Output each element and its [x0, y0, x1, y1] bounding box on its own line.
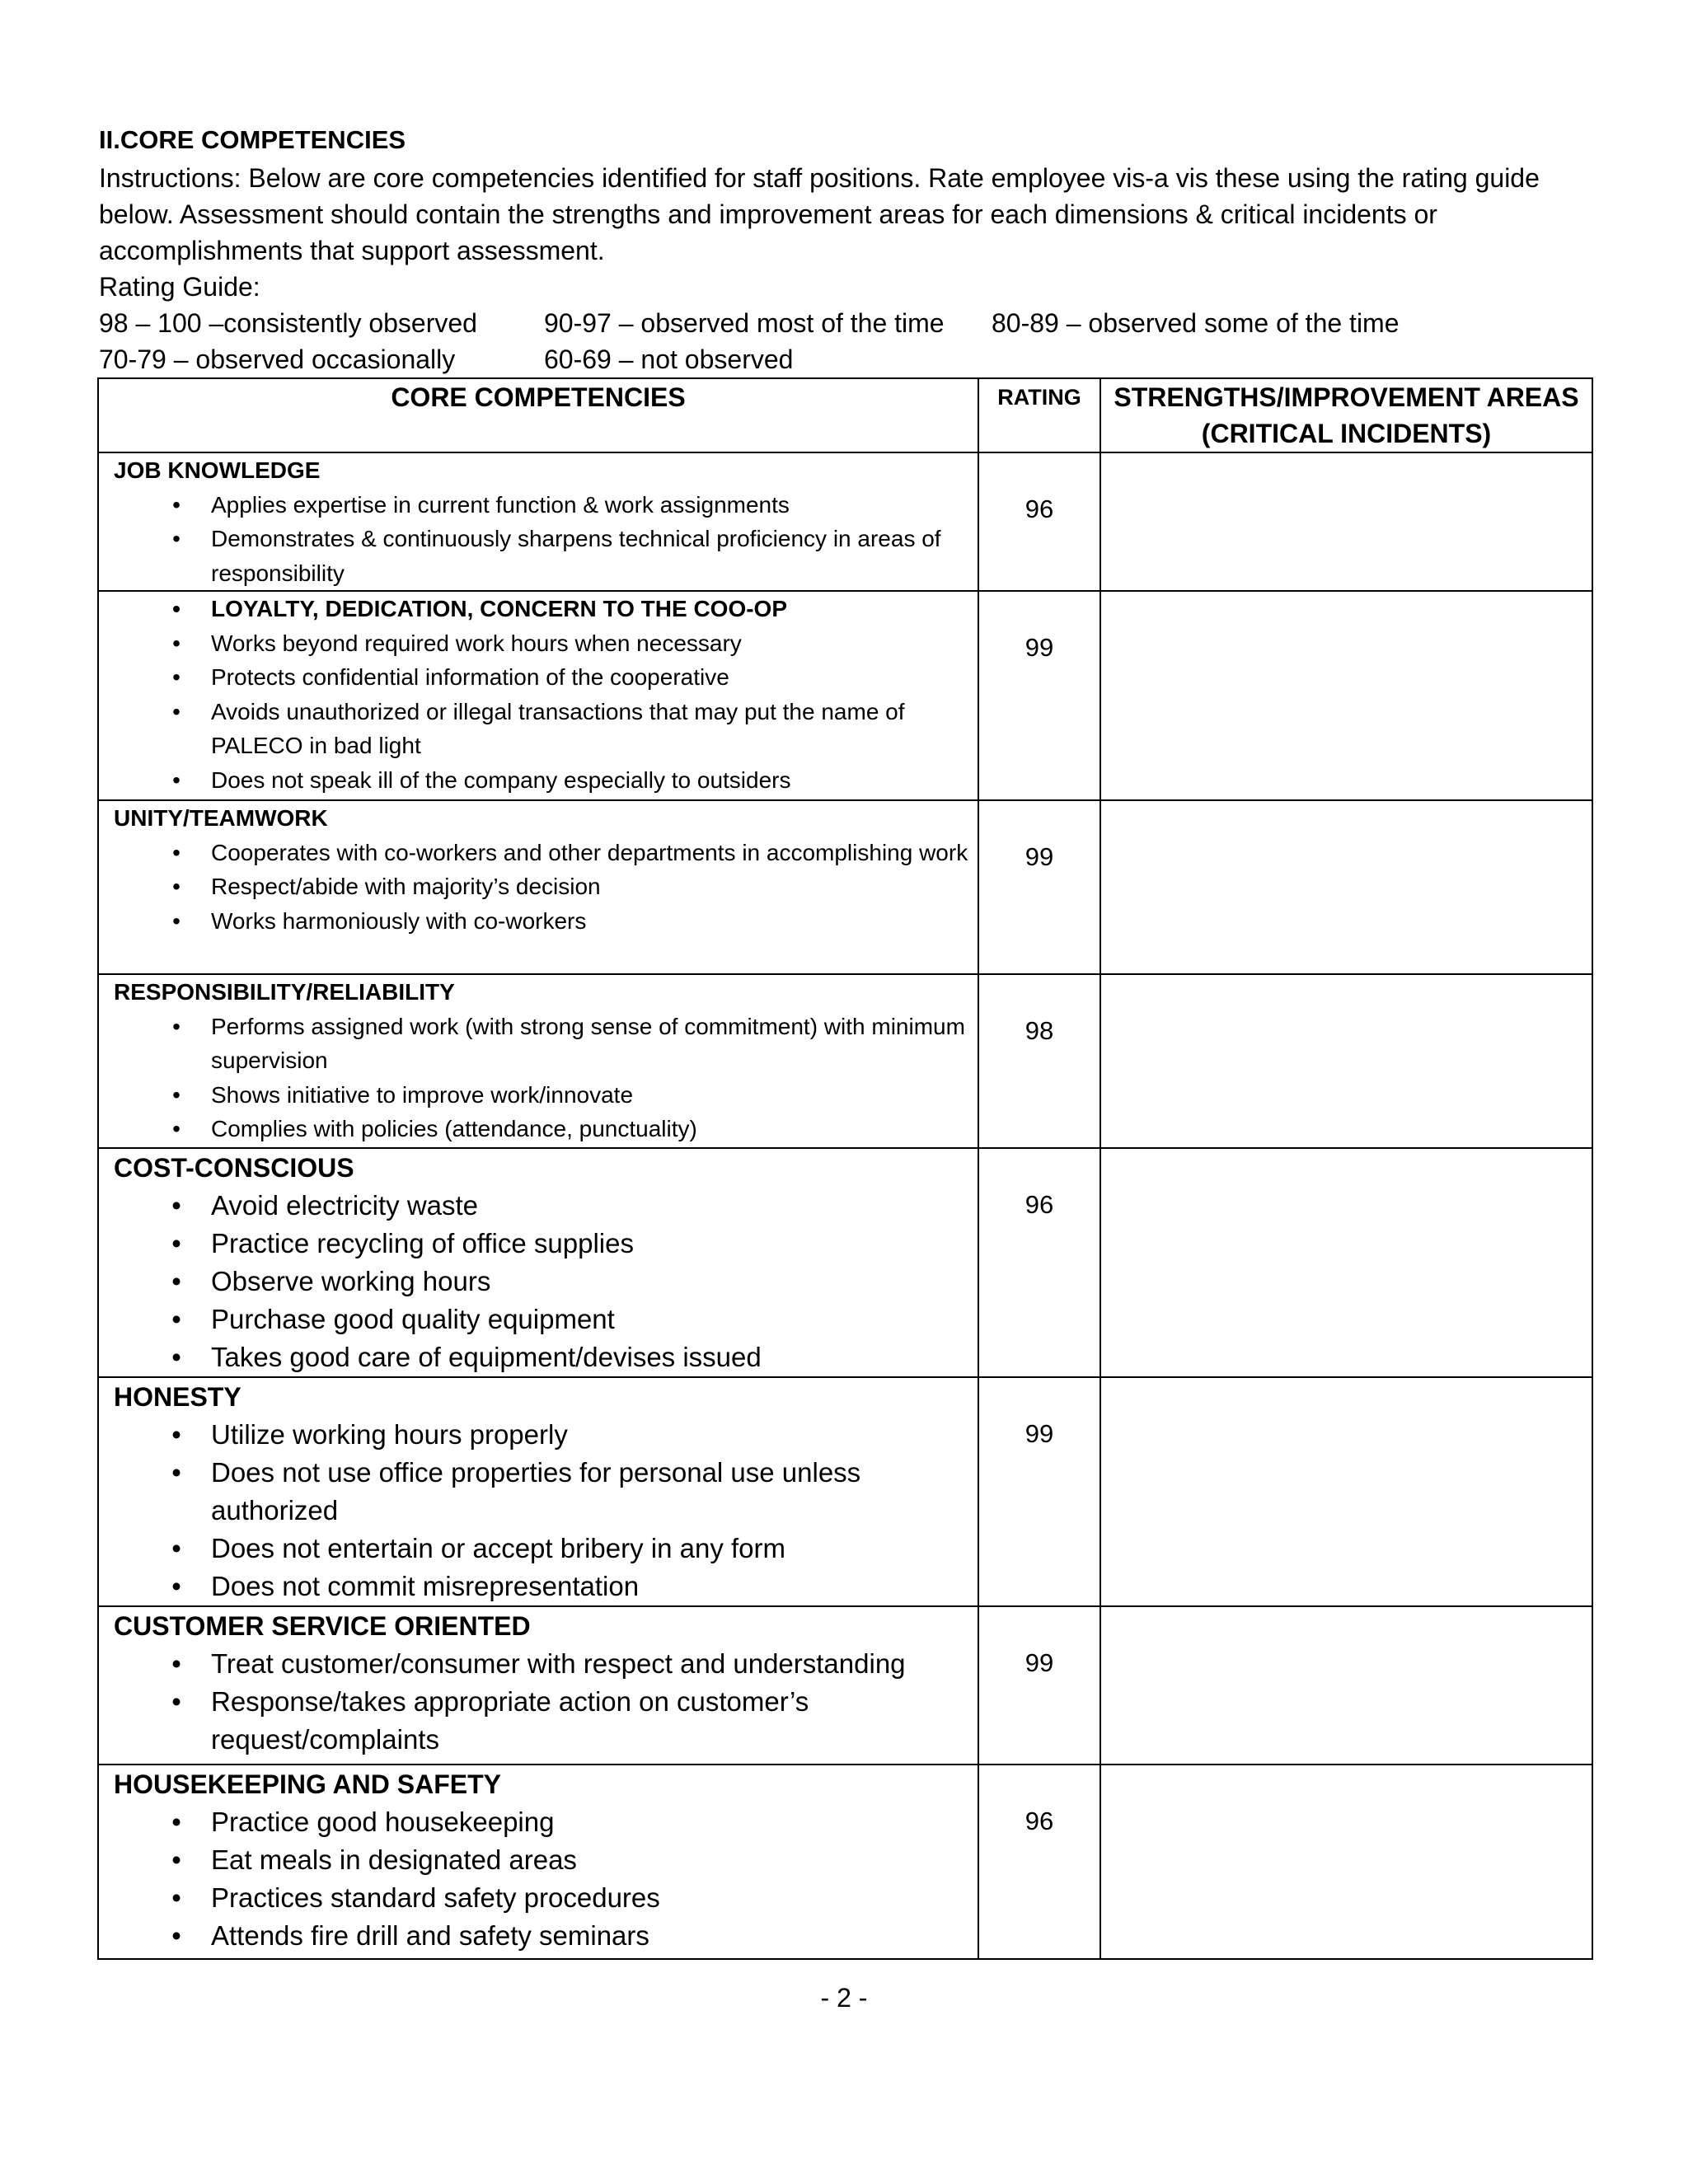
- bullet-icon: •: [171, 1342, 181, 1372]
- competency-item: [99, 869, 978, 904]
- competency-list: [99, 1187, 978, 1376]
- rating-guide-item: 60-69 – not observed: [544, 344, 794, 374]
- strengths-cell: [1100, 1377, 1592, 1606]
- competency-category: [99, 592, 978, 626]
- bullet-icon: •: [171, 1457, 181, 1488]
- header-rating: RATING: [978, 378, 1100, 452]
- bullet-icon: •: [171, 1882, 181, 1913]
- section-title: II.CORE COMPETENCIES: [99, 125, 406, 154]
- competency-item-text: Protects confidential information of the cooperative: [211, 664, 729, 690]
- competency-item: [99, 763, 978, 798]
- competency-cell: [98, 1606, 978, 1765]
- competency-cell: [98, 1148, 978, 1377]
- competency-item: [99, 1879, 978, 1917]
- rating-guide-label: Rating Guide:: [99, 272, 260, 302]
- bullet-icon: •: [172, 766, 181, 793]
- rating-value: 98: [978, 974, 1100, 1148]
- competency-category: CUSTOMER SERVICE ORIENTED: [114, 1611, 531, 1641]
- strengths-cell: [1100, 974, 1592, 1148]
- header-strengths-line2: (CRITICAL INCIDENTS): [1201, 419, 1492, 448]
- competency-list: [99, 836, 978, 939]
- competency-cell: [98, 1765, 978, 1959]
- competency-list: [99, 1803, 978, 1955]
- competency-item-text: Respect/abide with majority’s decision: [211, 874, 601, 899]
- competency-item-text: Response/takes appropriate action on customer’s request/complaints: [211, 1686, 809, 1755]
- bullet-icon: •: [171, 1844, 181, 1875]
- competency-item: [99, 1841, 978, 1879]
- competency-item: [99, 488, 978, 523]
- bullet-icon: •: [171, 1533, 181, 1563]
- competency-item-text: Complies with policies (attendance, punctuality): [211, 1116, 697, 1141]
- bullet-icon: •: [171, 1304, 181, 1334]
- bullet-icon: •: [172, 874, 181, 899]
- competency-item: [99, 1263, 978, 1301]
- competency-item-text: Avoids unauthorized or illegal transactions that may put the name of PALECO in bad light: [211, 698, 905, 758]
- competency-item: [99, 1010, 978, 1078]
- bullet-icon: •: [172, 1081, 181, 1108]
- bullet-icon: •: [172, 630, 181, 656]
- category-label: LOYALTY, DEDICATION, CONCERN TO THE COO-OP: [211, 596, 788, 621]
- competency-item-text: Practice good housekeeping: [211, 1807, 555, 1837]
- competency-item-text: Attends fire drill and safety seminars: [211, 1920, 649, 1951]
- table-body: [98, 452, 1592, 1959]
- bullet-icon: •: [172, 664, 181, 690]
- bullet-icon: •: [172, 907, 181, 934]
- table-row: [98, 1148, 1592, 1377]
- bullet-icon: •: [172, 1013, 181, 1039]
- bullet-icon: •: [171, 1807, 181, 1837]
- competency-cell: [98, 1377, 978, 1606]
- rating-value: 99: [978, 591, 1100, 800]
- bullet-icon: •: [171, 1190, 181, 1221]
- rating-value: 96: [978, 1148, 1100, 1377]
- table-row: [98, 452, 1592, 591]
- competency-item-text: Works beyond required work hours when necessary: [211, 630, 742, 656]
- competency-item: [99, 1683, 978, 1759]
- table-row: [98, 800, 1592, 974]
- table-header-row: [98, 378, 1592, 452]
- rating-value: 99: [978, 1377, 1100, 1606]
- competency-list: [99, 488, 978, 591]
- strengths-cell: [1100, 800, 1592, 974]
- competency-item-text: Applies expertise in current function & work assignments: [211, 491, 790, 518]
- rating-value: 96: [978, 452, 1100, 591]
- competency-item: [99, 1338, 978, 1376]
- competency-item: [99, 1803, 978, 1841]
- competency-item-text: Eat meals in designated areas: [211, 1844, 577, 1875]
- competency-item-text: Cooperates with co-workers and other departments in accomplishing work: [211, 839, 968, 865]
- competency-cell: [98, 974, 978, 1148]
- bullet-icon: •: [171, 1920, 181, 1951]
- competency-item-text: Treat customer/consumer with respect and understanding: [211, 1648, 906, 1679]
- rating-value: 96: [978, 1765, 1100, 1959]
- rating-guide-item: 80-89 – observed some of the time: [992, 308, 1400, 338]
- competency-item-text: Utilize working hours properly: [211, 1419, 568, 1450]
- competencies-table: [97, 377, 1593, 1960]
- competency-category: COST-CONSCIOUS: [114, 1153, 354, 1183]
- competency-category: HOUSEKEEPING AND SAFETY: [114, 1769, 501, 1799]
- competency-item-text: Avoid electricity waste: [211, 1190, 479, 1221]
- page-number: - 2 -: [820, 1983, 868, 2013]
- table-row: [98, 974, 1592, 1148]
- competency-item-text: Does not entertain or accept bribery in any form: [211, 1533, 786, 1563]
- competency-item: [99, 1917, 978, 1955]
- competency-item-text: Shows initiative to improve work/innovate: [211, 1081, 634, 1108]
- bullet-icon: •: [171, 1686, 181, 1717]
- competency-item: [99, 1225, 978, 1263]
- competency-item-text: Works harmoniously with co-workers: [211, 907, 587, 934]
- competency-cell: [98, 452, 978, 591]
- bullet-icon: •: [171, 1266, 181, 1296]
- competency-item: [99, 522, 978, 590]
- bullet-icon: •: [171, 1571, 181, 1601]
- competency-item-text: Does not use office properties for personal use unless authorized: [211, 1457, 861, 1526]
- competency-item-text: Practices standard safety procedures: [211, 1882, 660, 1913]
- competency-list: [99, 1416, 978, 1605]
- header-core-competencies: CORE COMPETENCIES: [98, 378, 978, 452]
- bullet-icon: •: [172, 491, 181, 518]
- rating-guide-item: 90-97 – observed most of the time: [544, 308, 945, 338]
- competency-item-text: Demonstrates & continuously sharpens technical proficiency in areas of responsibility: [211, 526, 941, 586]
- strengths-cell: [1100, 452, 1592, 591]
- strengths-cell: [1100, 1765, 1592, 1959]
- bullet-icon: •: [171, 1228, 181, 1258]
- competency-item: [99, 1187, 978, 1225]
- bullet-icon: •: [172, 1116, 181, 1141]
- table-row: [98, 1765, 1592, 1959]
- table-row: [98, 1606, 1592, 1765]
- competency-list: [99, 592, 978, 797]
- competency-item: [99, 1301, 978, 1338]
- bullet-icon: •: [172, 596, 181, 621]
- strengths-cell: [1100, 1606, 1592, 1765]
- competency-item-text: Does not speak ill of the company especially to outsiders: [211, 766, 791, 793]
- competency-category: JOB KNOWLEDGE: [114, 457, 321, 483]
- rating-value: 99: [978, 800, 1100, 974]
- competency-category: RESPONSIBILITY/RELIABILITY: [114, 979, 455, 1005]
- competency-cell: [98, 800, 978, 974]
- competency-item: [99, 626, 978, 661]
- competency-item: [99, 1078, 978, 1113]
- competency-item: [99, 1112, 978, 1146]
- competency-item: [99, 1454, 978, 1530]
- competency-item: [99, 1645, 978, 1683]
- rating-value: 99: [978, 1606, 1100, 1765]
- competency-item-text: Takes good care of equipment/devises issued: [211, 1342, 762, 1372]
- competency-item: [99, 695, 978, 763]
- header-strengths: [1100, 378, 1592, 452]
- strengths-cell: [1100, 1148, 1592, 1377]
- header-strengths-line1: STRENGTHS/IMPROVEMENT AREAS: [1114, 382, 1579, 412]
- competency-item-text: Does not commit misrepresentation: [211, 1571, 640, 1601]
- competency-item-text: Practice recycling of office supplies: [211, 1228, 634, 1258]
- competency-item: [99, 836, 978, 870]
- rating-guide-item: 98 – 100 –consistently observed: [99, 308, 477, 338]
- table-row: [98, 591, 1592, 800]
- instructions-paragraph: Instructions: Below are core competencies identified for staff positions. Rate employee vis-a vis these using the rating guide below. Assessment should contain the strengths and improvement areas for each dimensions & critical incidents or accomplishments that support assessment.: [99, 163, 1540, 265]
- rating-guide-item: 70-79 – observed occasionally: [99, 344, 456, 374]
- competency-item-text: Performs assigned work (with strong sense of commitment) with minimum supervision: [211, 1013, 965, 1073]
- competency-item-text: Purchase good quality equipment: [211, 1304, 615, 1334]
- competency-list: [99, 1010, 978, 1146]
- bullet-icon: •: [172, 839, 181, 865]
- competency-item: [99, 904, 978, 939]
- table-row: [98, 1377, 1592, 1606]
- competency-item: [99, 1416, 978, 1454]
- strengths-cell: [1100, 591, 1592, 800]
- bullet-icon: •: [171, 1648, 181, 1679]
- bullet-icon: •: [171, 1419, 181, 1450]
- competency-category: UNITY/TEAMWORK: [114, 805, 328, 831]
- competency-item: [99, 1530, 978, 1568]
- competency-category: HONESTY: [114, 1382, 241, 1412]
- bullet-icon: •: [172, 698, 181, 724]
- competency-item-text: Observe working hours: [211, 1266, 491, 1296]
- competency-list: [99, 1645, 978, 1759]
- bullet-icon: •: [172, 526, 181, 551]
- competency-cell: [98, 591, 978, 800]
- competency-item: [99, 660, 978, 695]
- competency-item: [99, 1568, 978, 1605]
